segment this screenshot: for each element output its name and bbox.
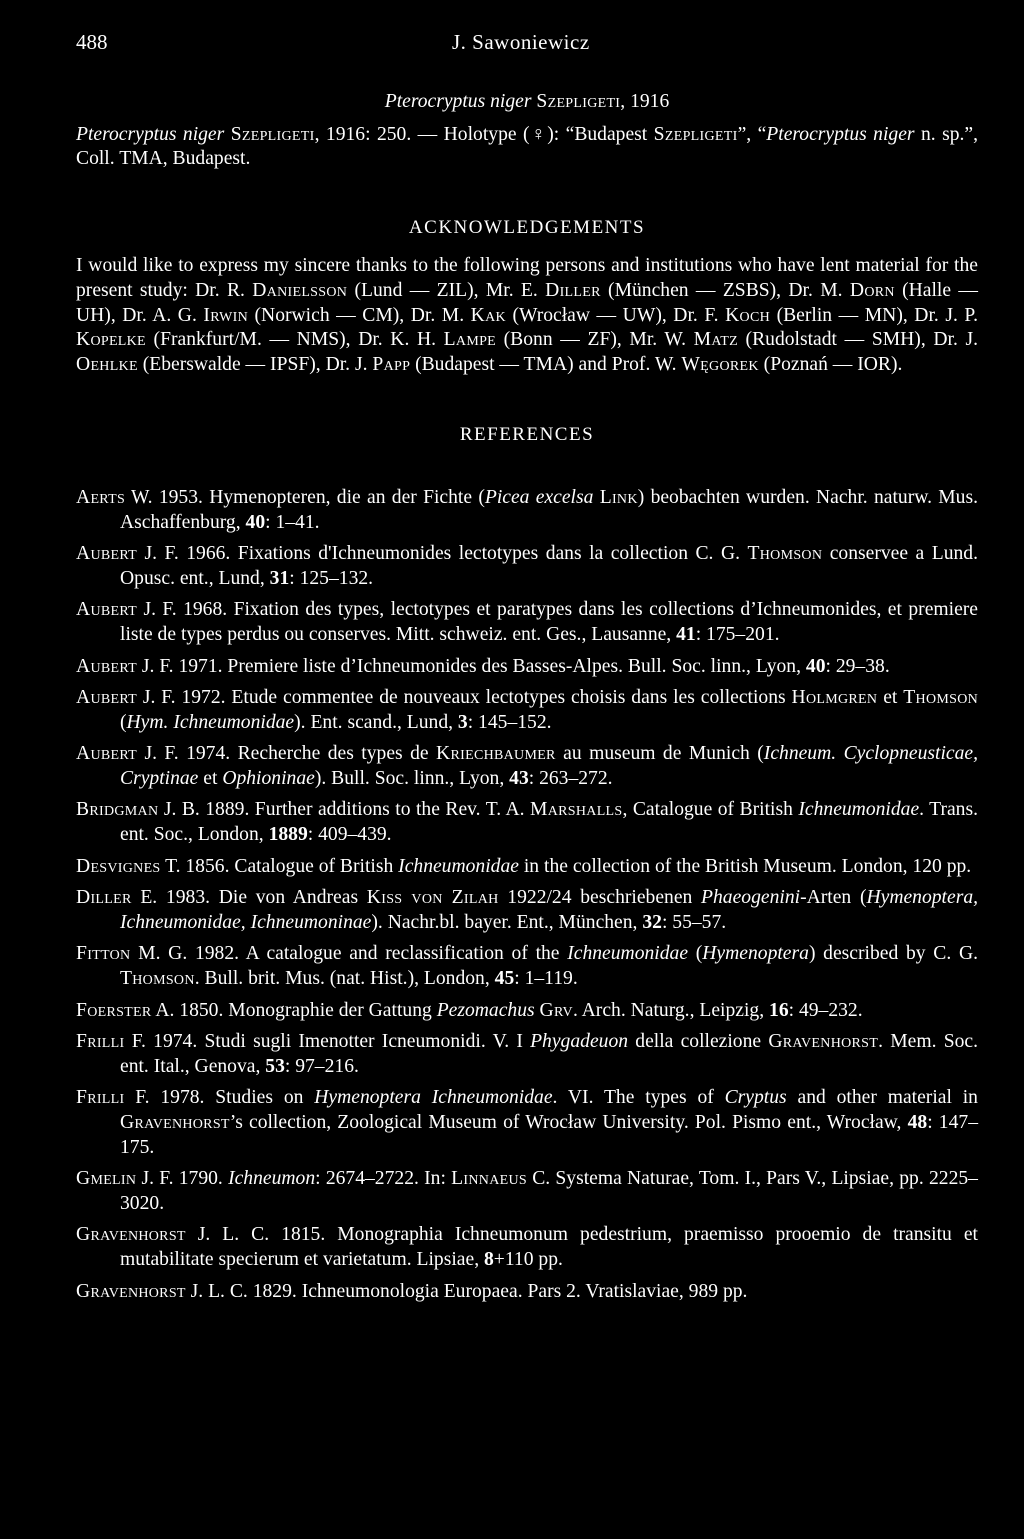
- ref-author: Aubert: [76, 687, 137, 709]
- ack-text: (Budapest — TMA) and Prof. W.: [410, 353, 682, 375]
- ack-text: (München — ZSBS), Dr. M.: [600, 279, 850, 301]
- page-number: 488: [76, 30, 108, 54]
- species-name: Pterocryptus niger: [76, 123, 225, 145]
- ref-volume: 53: [265, 1055, 285, 1077]
- ref-author: Aubert: [76, 599, 137, 621]
- ref-author: Frilli: [76, 1031, 125, 1053]
- ref-text: : 97–216.: [284, 1055, 359, 1077]
- species-description: [76, 123, 978, 172]
- ref-text: . Trans. ent. Soc., London,: [120, 799, 979, 846]
- ref-taxon: Hym. Ichneumonidae: [126, 711, 295, 733]
- ack-person-name: Dorn: [849, 279, 895, 301]
- ref-text: J. F. 1972. Etude commentee de nouveaux lectotypes choisis dans les collections: [137, 687, 792, 709]
- species-author: Szepligeti: [653, 123, 738, 145]
- ref-taxon-author: Link: [599, 486, 638, 508]
- ref-text: 1922/24 beschriebenen: [498, 887, 702, 909]
- ref-person-name: Linnaeus: [451, 1168, 527, 1190]
- ref-text: J. F. 1790.: [136, 1168, 229, 1190]
- acknowledgements-paragraph: [76, 254, 978, 377]
- ack-text: (Eberswalde — IPSF), Dr. J.: [137, 353, 373, 375]
- ref-volume: 40: [805, 655, 826, 677]
- ack-text: (Rudolstadt — SMH), Dr. J.: [737, 329, 978, 351]
- running-head: J. Sawoniewicz: [452, 30, 590, 54]
- ack-person-name: Matz: [693, 329, 738, 351]
- ref-author: Aerts: [76, 486, 126, 508]
- reference-entry: [76, 886, 978, 935]
- ack-person-name: Papp: [372, 353, 411, 375]
- ref-text: : 409–439.: [307, 824, 392, 846]
- ref-text: , Catalogue of British: [622, 799, 799, 821]
- ref-text: : 147–175.: [120, 1112, 978, 1158]
- ref-author: Desvignes: [76, 855, 161, 877]
- ref-text: -Arten (: [800, 887, 867, 909]
- ref-text: : 49–232.: [788, 999, 863, 1021]
- reference-entry: [76, 1280, 978, 1305]
- reference-entry: [76, 798, 978, 847]
- ack-text: (Berlin — MN), Dr. J. P.: [770, 304, 979, 326]
- ack-text: (Bonn — ZF), Mr. W.: [496, 329, 694, 351]
- ref-taxon: Cryptus: [724, 1087, 787, 1109]
- ref-person-name: Gravenhorst: [768, 1031, 879, 1053]
- ref-person-name: Holmgren: [791, 687, 878, 709]
- reference-entry: [76, 1167, 978, 1216]
- ref-taxon: Phygadeuon: [530, 1031, 629, 1053]
- ack-text: (Halle — UH), Dr. A. G.: [76, 279, 978, 326]
- ack-text: I would like to express my sincere thanks to the following persons and institutions who have lent material for the present study: Dr. R.: [76, 255, 978, 301]
- ack-person-name: Oehlke: [76, 353, 138, 375]
- ack-person-name: Irwin: [203, 304, 248, 326]
- ref-text: della collezione: [628, 1031, 769, 1053]
- ref-person-name: Kriechbaumer: [436, 743, 556, 765]
- species-text: ”, “: [737, 123, 767, 145]
- ack-person-name: Danielsson: [252, 279, 348, 301]
- reference-entry: [76, 686, 978, 735]
- ref-text: . Mem. Soc. ent. Ital., Genova,: [120, 1031, 978, 1077]
- ref-taxon: Ichneumonidae: [798, 799, 920, 821]
- ref-taxon: Hymenoptera: [702, 943, 809, 965]
- reference-entry: [76, 542, 978, 591]
- ref-person-name: Thomson: [747, 543, 823, 565]
- ref-taxon-author: Grv: [539, 999, 573, 1021]
- species-text: n. sp.”, Coll. TMA, Budapest.: [76, 123, 978, 170]
- ref-text: J. F. 1968. Fixation des types, lectotypes et paratypes dans les collections d’Ichneumonides, et premiere liste de types perdus ou conserves. Mitt. schweiz. ent. Ges., Lausanne,: [120, 599, 978, 645]
- species-title-author: Szepligeti: [536, 91, 621, 112]
- ack-person-name: Węgorek: [681, 353, 759, 375]
- ack-person-name: Koch: [725, 304, 771, 326]
- ref-text: M. G. 1982. A catalogue and reclassification of the: [130, 943, 568, 965]
- page-header: [76, 30, 974, 60]
- ref-taxon: Ichneumon: [228, 1168, 316, 1190]
- ref-taxon: Hymenoptera Ichneumonidae: [314, 1087, 553, 1109]
- ref-volume: 32: [642, 911, 662, 933]
- ack-text: (Poznań — IOR).: [758, 353, 903, 375]
- ref-text: ) beobachten wurden. Nachr. naturw. Mus. Aschaffenburg,: [120, 486, 979, 533]
- ref-author: Bridgman: [76, 799, 159, 821]
- ref-text: et: [877, 687, 904, 709]
- ref-text: J. F. 1974. Recherche des types de: [137, 743, 437, 765]
- ref-text: J. F. 1971. Premiere liste d’Ichneumonides des Basses-Alpes. Bull. Soc. linn., Lyon,: [137, 655, 806, 677]
- ref-text: au museum de Munich (: [555, 743, 764, 765]
- reference-entry: [76, 655, 978, 680]
- ref-author: Gravenhorst: [76, 1280, 186, 1302]
- species-author: Szepligeti: [230, 123, 315, 145]
- ref-volume: 41: [676, 623, 696, 645]
- ref-author: Aubert: [76, 743, 137, 765]
- ref-text: F. 1974. Studi sugli Imenotter Icneumonidi. V. I: [124, 1031, 531, 1053]
- ack-person-name: Kopelke: [76, 329, 146, 351]
- ref-text: et: [198, 767, 223, 789]
- ref-person-name: Thomson: [120, 968, 195, 990]
- ref-volume: 1889: [268, 824, 308, 846]
- ref-taxon: Hymenoptera, Ichneumonidae, Ichneumoninae: [120, 887, 979, 933]
- ref-taxon: Ophioninae: [222, 767, 315, 789]
- ref-text: . Arch. Naturg., Leipzig,: [572, 999, 770, 1021]
- ref-author: Aubert: [76, 655, 137, 677]
- ref-text: ’s collection, Zoological Museum of Wrocław University. Pol. Pismo ent., Wrocław,: [229, 1112, 908, 1133]
- ref-text: and other material in: [786, 1087, 978, 1109]
- ref-text: +110 pp.: [493, 1248, 563, 1270]
- reference-entry: [76, 1086, 978, 1160]
- ref-text: . Bull. brit. Mus. (nat. Hist.), London,: [194, 968, 495, 990]
- ref-author: Foerster: [76, 999, 152, 1021]
- ref-person-name: Marshalls: [530, 799, 623, 821]
- ref-text: T. 1856. Catalogue of British: [160, 855, 399, 877]
- species-text: , 1916: 250. — Holotype (♀): “Budapest: [314, 123, 654, 145]
- reference-entry: [76, 598, 978, 647]
- ref-volume: 16: [769, 999, 789, 1021]
- ref-text: : 125–132.: [289, 567, 374, 589]
- reference-entry: [76, 742, 978, 791]
- ref-volume: 48: [907, 1112, 928, 1133]
- ref-text: J. L. C. 1829. Ichneumonologia Europaea. Pars 2. Vratislaviae, 989 pp.: [185, 1280, 748, 1302]
- reference-list: [76, 486, 978, 1304]
- ref-text: . VI. The types of: [552, 1087, 725, 1109]
- ref-text: E. 1983. Die von Andreas: [131, 887, 367, 909]
- species-title: [76, 90, 978, 115]
- ref-person-name: Kiss von Zilah: [366, 887, 499, 909]
- ref-text: J. F. 1966. Fixations d'Ichneumonides lectotypes dans la collection C. G.: [137, 543, 748, 565]
- ack-person-name: Kak: [470, 304, 506, 326]
- reference-entry: [76, 1223, 978, 1272]
- species-name: Pterocryptus niger: [766, 123, 915, 145]
- ref-text: : 55–57.: [661, 911, 727, 933]
- ref-text: : 29–38.: [825, 655, 890, 677]
- ref-text: ) described by C. G.: [808, 943, 978, 965]
- ref-person-name: Gravenhorst: [120, 1112, 230, 1133]
- ref-volume: 31: [269, 567, 290, 589]
- ref-volume: 40: [245, 511, 266, 533]
- ref-volume: 45: [494, 968, 515, 990]
- ref-text: J. L. C. 1815. Monographia Ichneumonum pedestrium, praemisso prooemio de transitu et mutabilitate specierum et varietatum. Lipsiae,: [120, 1224, 978, 1270]
- ref-author: Aubert: [76, 543, 137, 565]
- reference-entry: [76, 1030, 978, 1079]
- ref-text: J. B. 1889. Further additions to the Rev. T. A.: [158, 799, 531, 821]
- ack-text: (Frankfurt/M. — NMS), Dr. K. H.: [145, 329, 444, 351]
- ref-volume: 43: [509, 767, 529, 789]
- ref-text: : 1–119.: [514, 968, 578, 990]
- species-title-year: , 1916: [620, 91, 670, 112]
- ref-text: : 145–152.: [467, 711, 552, 733]
- ref-taxon: Ichneumonidae: [567, 943, 689, 965]
- ref-author: Gmelin: [76, 1168, 137, 1190]
- ref-text: W. 1953. Hymenopteren, die an der Fichte (: [125, 486, 485, 508]
- ref-volume: 3: [457, 711, 468, 733]
- ref-taxon: Pezomachus: [436, 999, 535, 1021]
- ref-text: A. 1850. Monographie der Gattung: [151, 999, 437, 1021]
- ack-text: (Wrocław — UW), Dr. F.: [505, 304, 726, 326]
- ref-author: Gravenhorst: [76, 1224, 186, 1246]
- ref-taxon: Ichneum. Cyclopneusticae, Cryptinae: [120, 743, 978, 789]
- ref-taxon: Ichneumonidae: [398, 855, 519, 877]
- ref-text: ). Nachr.bl. bayer. Ent., München,: [371, 911, 643, 933]
- ref-author: Frilli: [76, 1087, 125, 1109]
- ref-text: : 263–272.: [528, 767, 613, 789]
- reference-entry: [76, 855, 978, 880]
- ack-person-name: Diller: [545, 279, 601, 301]
- ack-text: (Norwich — CM), Dr. M.: [247, 304, 471, 326]
- references-heading: REFERENCES: [459, 424, 595, 446]
- ref-text: (: [688, 943, 703, 965]
- ref-text: ). Bull. Soc. linn., Lyon,: [314, 767, 510, 789]
- species-title-name: Pterocryptus niger: [384, 91, 532, 112]
- ref-text: conservee a Lund. Opusc. ent., Lund,: [120, 543, 978, 589]
- reference-entry: [76, 942, 978, 991]
- ref-text: : 2674–2722. In:: [315, 1168, 452, 1190]
- ref-volume: 8: [484, 1248, 494, 1270]
- page-content: [76, 90, 978, 1311]
- ack-person-name: Lampe: [443, 329, 497, 351]
- ref-taxon: Picea excelsa: [484, 486, 594, 508]
- acknowledgements-heading: ACKNOWLEDGEMENTS: [408, 216, 646, 238]
- ref-person-name: Thomson: [903, 687, 979, 709]
- ack-text: (Lund — ZIL), Mr. E.: [347, 279, 546, 301]
- ref-author: Fitton: [76, 943, 131, 965]
- ref-text: ). Ent. scand., Lund,: [294, 711, 458, 733]
- reference-entry: [76, 999, 978, 1024]
- ref-author: Diller: [76, 887, 132, 909]
- ref-taxon: Phaeogenini: [701, 887, 801, 909]
- ref-text: F. 1978. Studies on: [124, 1087, 315, 1109]
- ref-text: (: [120, 711, 127, 733]
- ref-text: C. Systema Naturae, Tom. I., Pars V., Lipsiae, pp. 2225–3020.: [120, 1168, 978, 1214]
- reference-entry: [76, 486, 978, 535]
- ref-text: : 175–201.: [695, 623, 780, 645]
- ref-text: in the collection of the British Museum. London, 120 pp.: [518, 855, 972, 877]
- ref-text: : 1–41.: [265, 511, 320, 533]
